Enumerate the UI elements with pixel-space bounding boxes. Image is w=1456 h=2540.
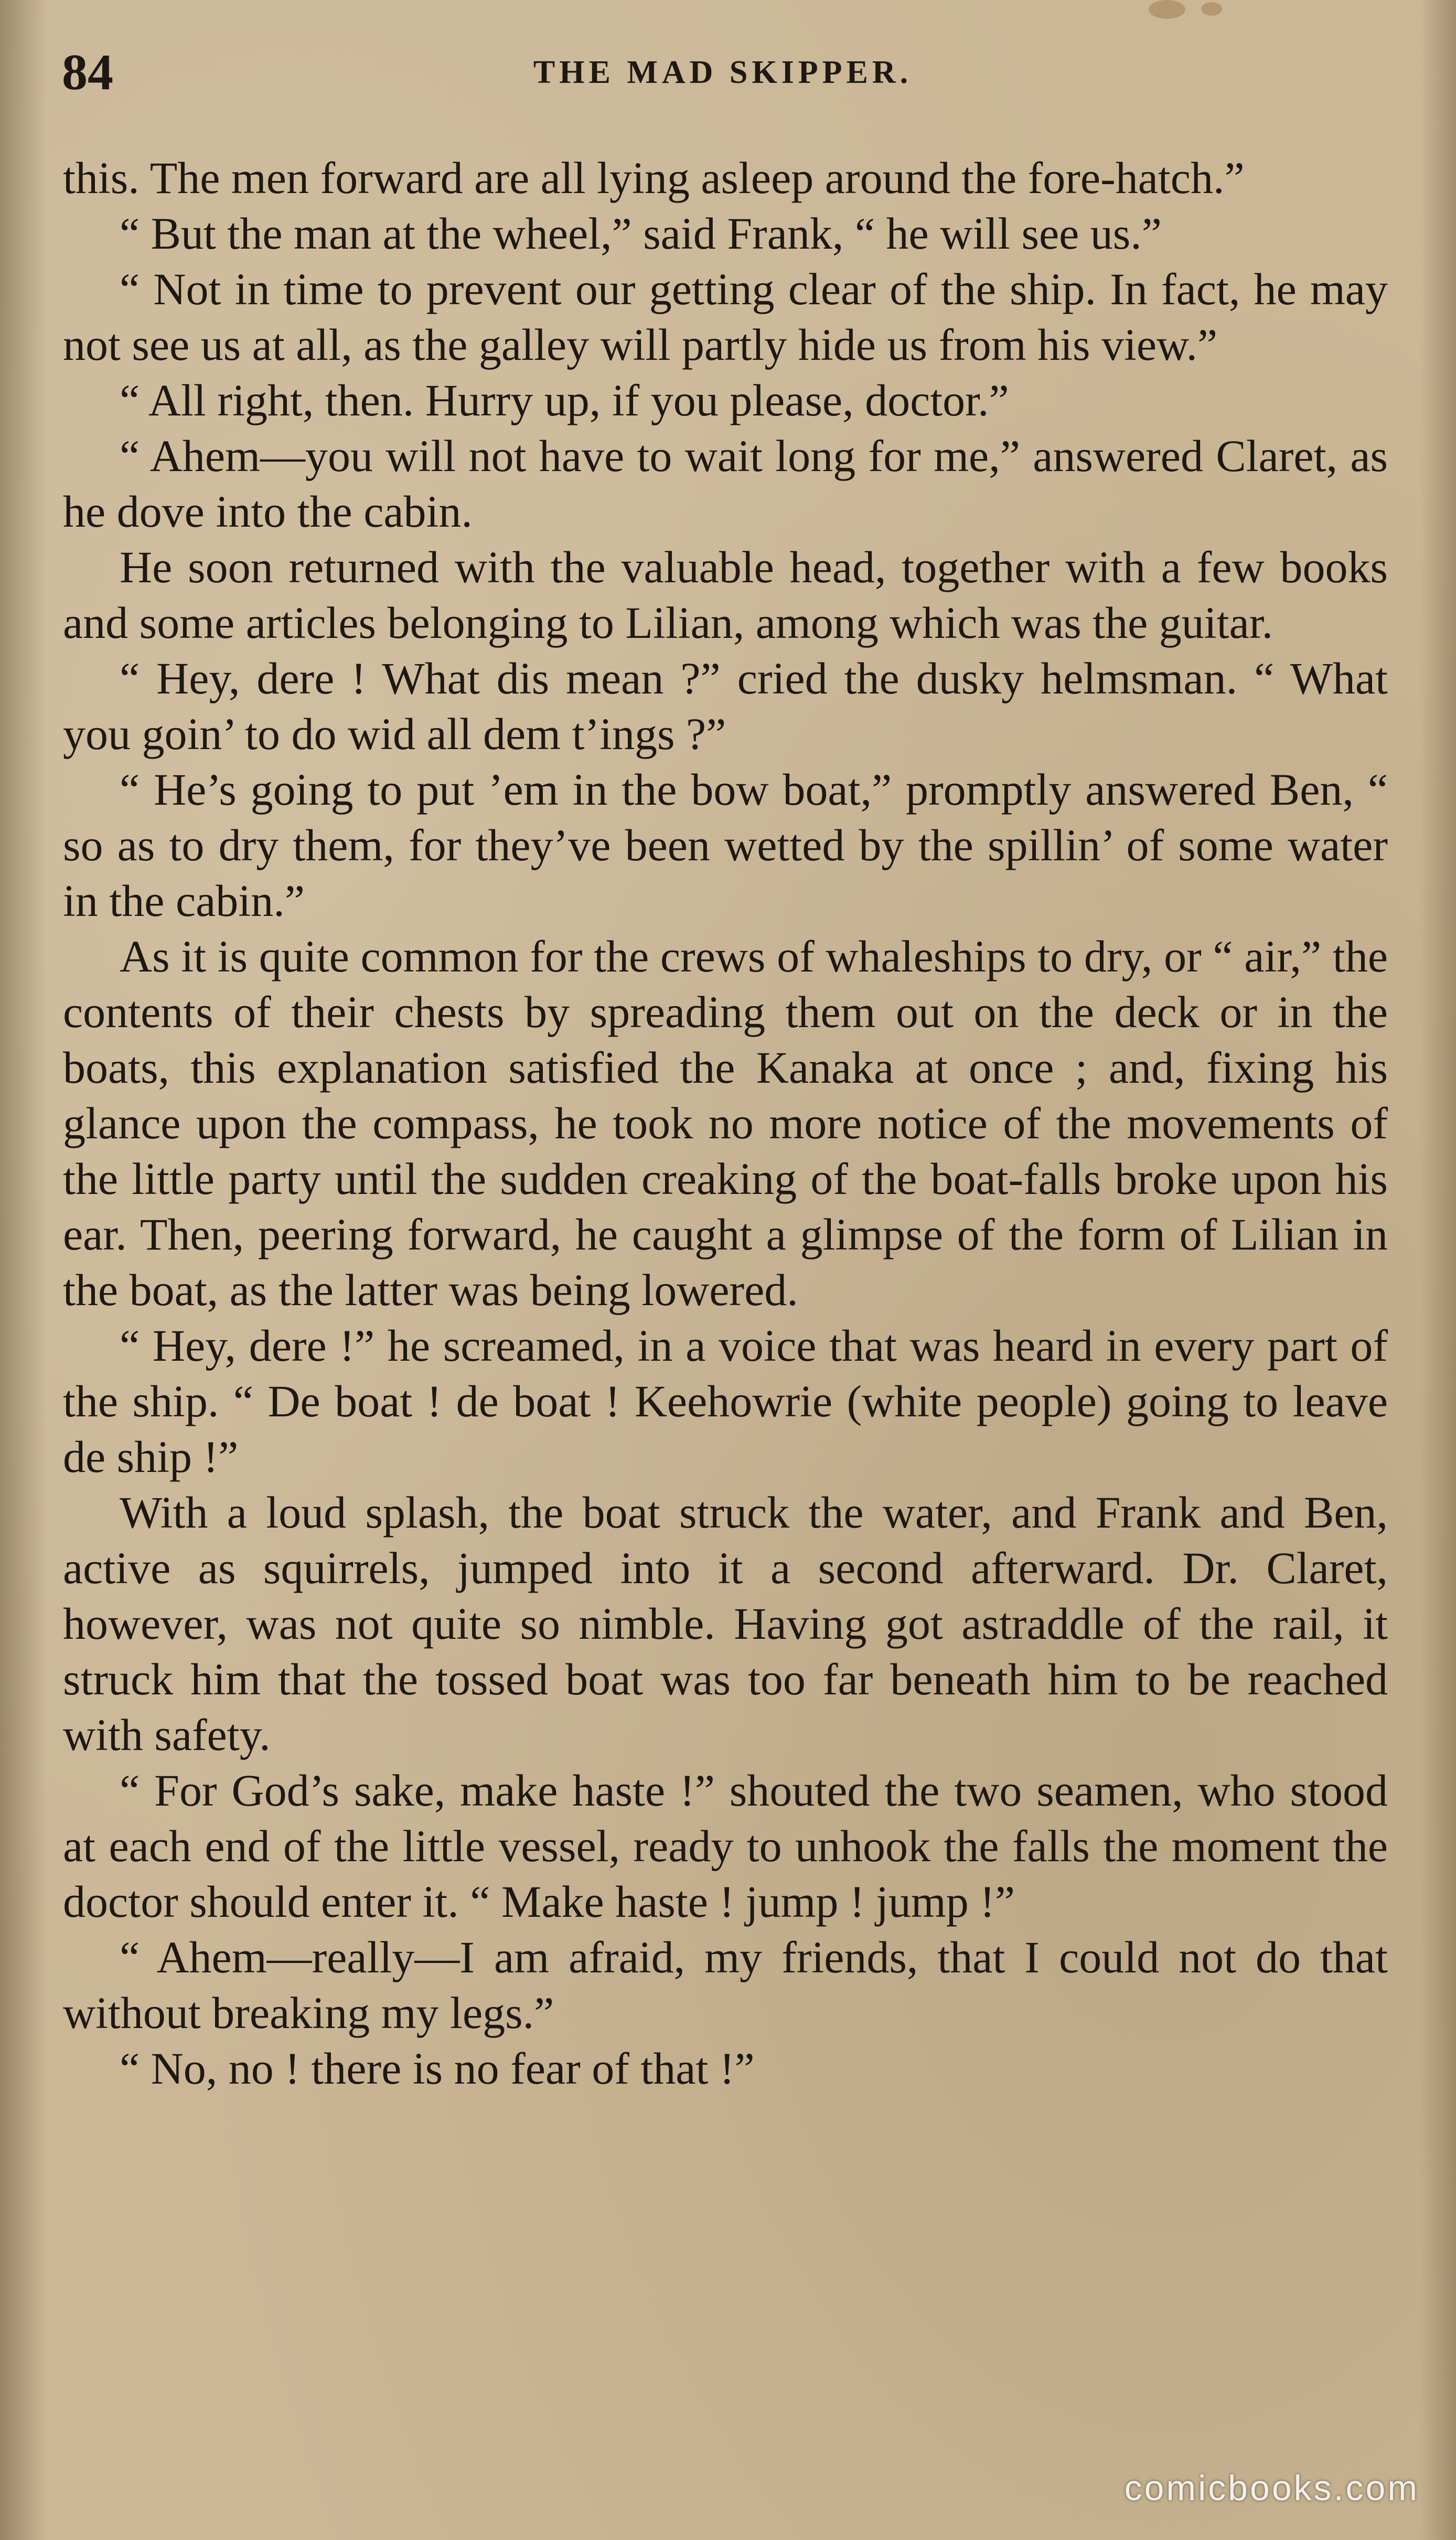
paragraph: “ No, no ! there is no fear of that !” <box>120 2043 755 2094</box>
paragraph: As it is quite common for the crews of whaleships to dry, or “ air,” the contents of their chests by spreading them out on the deck or in the boats, this explanation satisfied the Kanaka at once ; and, fixing his glance upon the compass, he took no more notice of the movements of the little party until the sudden creaking of the boat-falls broke upon his ear. Then, peering forward, he caught a glimpse of the form of Lilian in the boat, as the latter was being lowered. <box>63 931 1388 1315</box>
ink-stain <box>1201 2 1222 16</box>
ink-stain <box>1149 0 1185 19</box>
paragraph: “ All right, then. Hurry up, if you please, doctor.” <box>120 375 1009 425</box>
paragraph: “ He’s going to put ’em in the bow boat,” promptly answered Ben, “ so as to dry them, for they’ve been wetted by the spillin’ of some water in the cabin.” <box>63 764 1388 926</box>
paragraph: this. The men forward are all lying asleep around the fore-hatch.” <box>63 153 1245 203</box>
body-text <box>63 150 1388 2096</box>
paragraph: “ Hey, dere ! What dis mean ?” cried the dusky helmsman. “ What you goin’ to do wid all dem t’ings ?” <box>63 653 1388 759</box>
paragraph: “ For God’s sake, make haste !” shouted the two seamen, who stood at each end of the little vessel, ready to unhook the falls the moment the doctor should enter it. “ Make haste ! jump ! jump !” <box>63 1765 1388 1927</box>
paragraph: He soon returned with the valuable head, together with a few books and some articles belonging to Lilian, among which was the guitar. <box>63 542 1388 648</box>
page-header <box>62 41 1384 104</box>
paragraph: With a loud splash, the boat struck the water, and Frank and Ben, active as squirrels, jumped into it a second afterward. Dr. Claret, however, was not quite so nimble. Having got astraddle of the rail, it struck him that the tossed boat was too far beneath him to be reached with safety. <box>63 1487 1388 1760</box>
paragraph: “ But the man at the wheel,” said Frank, “ he will see us.” <box>120 208 1162 259</box>
page-number: 84 <box>62 44 113 101</box>
running-head: THE MAD SKIPPER. <box>533 55 913 90</box>
paragraph: “ Ahem—really—I am afraid, my friends, that I could not do that without breaking my legs.” <box>63 1932 1388 2038</box>
watermark: comicbooks.com <box>1124 2468 1419 2508</box>
paragraph: “ Not in time to prevent our getting clear of the ship. In fact, he may not see us at all, as the galley will partly hide us from his view.” <box>63 264 1388 370</box>
paragraph: “ Hey, dere !” he screamed, in a voice that was heard in every part of the ship. “ De boat ! de boat ! Keehowrie (white people) going to leave de ship !” <box>63 1320 1388 1482</box>
paragraph: “ Ahem—you will not have to wait long for me,” answered Claret, as he dove into the cabin. <box>63 431 1388 537</box>
